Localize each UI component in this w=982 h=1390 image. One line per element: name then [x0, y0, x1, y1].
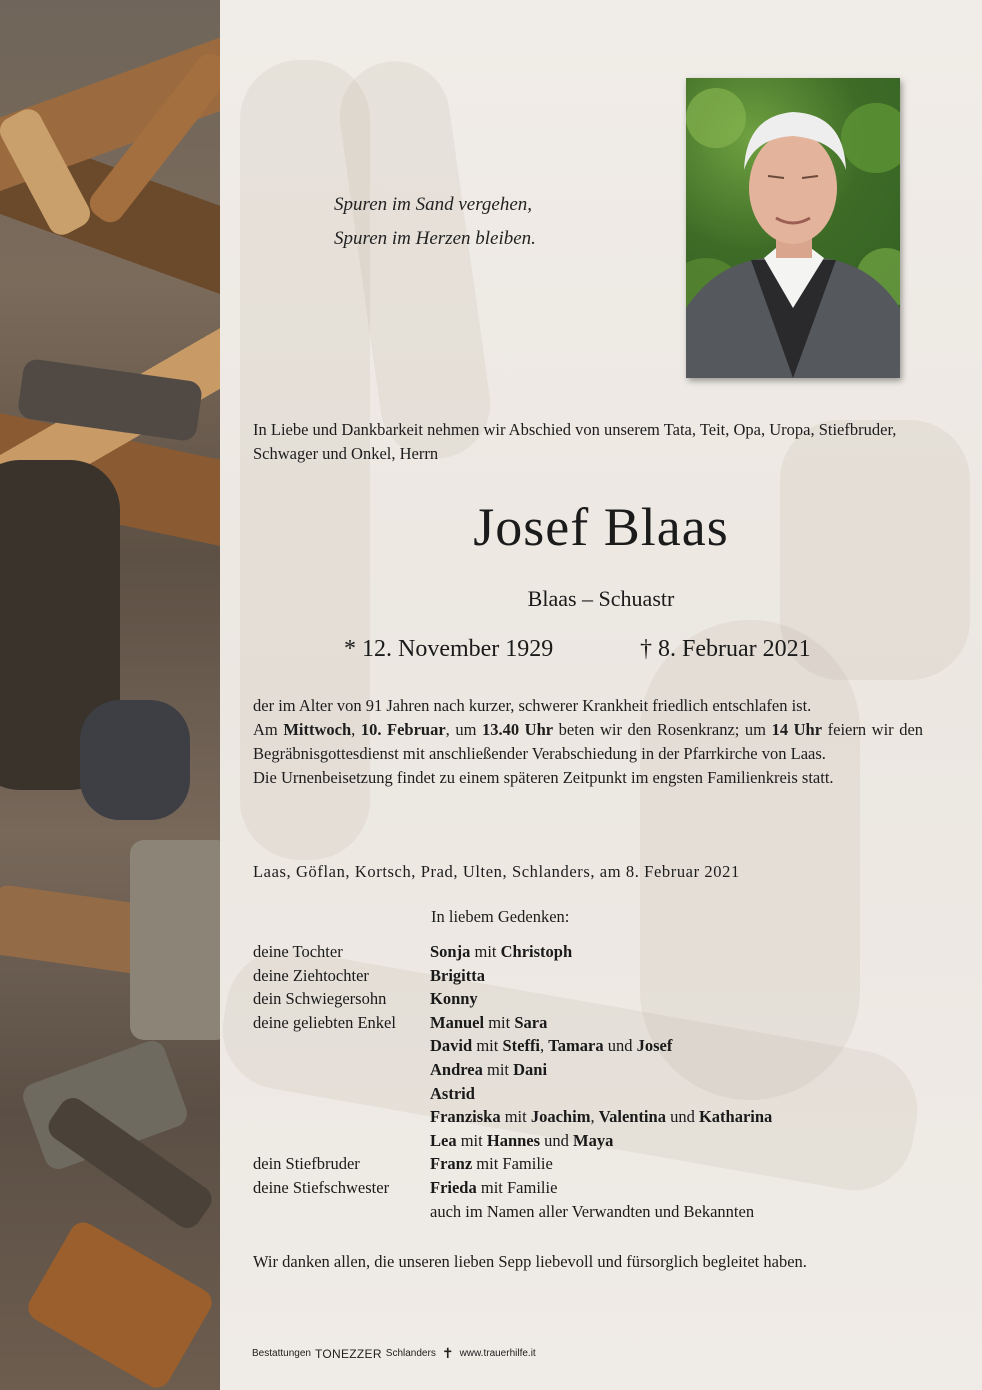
death-sentence: der im Alter von 91 Jahren nach kurzer, schwerer Krankheit friedlich entschlafen ist.: [253, 696, 812, 715]
person: Josef: [636, 1036, 673, 1056]
footer-town: Schlanders: [385, 1348, 436, 1359]
relation: dein Stiefbruder: [253, 1154, 360, 1174]
relation: [253, 1082, 430, 1106]
thanks-text: Wir danken allen, die unseren lieben Sepp liebevoll und fürsorglich begleitet haben.: [253, 1252, 807, 1271]
person: Hannes: [486, 1130, 541, 1150]
family-row: [253, 940, 772, 964]
footer-brand: TONEZZER: [314, 1346, 382, 1361]
family-row: [253, 987, 772, 1011]
relation: deine Tochter: [253, 942, 343, 961]
places-and-date: Laas, Göflan, Kortsch, Prad, Ulten, Schlanders, am 8. Februar 2021: [253, 862, 740, 881]
deceased-name: Josef Blaas: [473, 497, 729, 557]
text: mit: [500, 1107, 531, 1127]
family-row: [253, 1058, 772, 1082]
names: [430, 1105, 772, 1129]
text: mit: [482, 1059, 514, 1079]
names: [430, 1034, 672, 1058]
person: Frieda: [430, 1177, 477, 1197]
quote-line-2: Spuren im Herzen bleiben.: [334, 228, 536, 249]
ceremony-date: 10. Februar: [360, 720, 446, 739]
urn-info: Die Urnenbeisetzung findet zu einem späteren Zeitpunkt im engsten Familienkreis statt.: [253, 768, 834, 787]
rosary-time: 13.40 Uhr: [482, 720, 554, 739]
family-row: [253, 1176, 772, 1200]
death-date: † 8. Februar 2021: [640, 636, 811, 662]
person: Valentina: [598, 1107, 666, 1127]
family-row: [253, 1034, 772, 1058]
ceremony-day: Mittwoch: [283, 720, 352, 739]
names: [430, 1129, 613, 1153]
person: Christoph: [500, 942, 573, 961]
relation: deine Ziehtochter: [253, 965, 369, 985]
family-row: [253, 1129, 772, 1153]
person: Dani: [513, 1059, 548, 1079]
text: mit: [484, 1012, 515, 1032]
text: mit: [472, 1036, 503, 1056]
family-list: [253, 940, 772, 1223]
mass-time: 14 Uhr: [771, 720, 823, 739]
person: Sara: [514, 1012, 548, 1032]
text: beten wir den Rosenkranz; um: [553, 720, 772, 739]
person: Maya: [573, 1130, 614, 1150]
person: Sonja: [430, 942, 471, 961]
footer: [252, 1345, 536, 1362]
relation: deine geliebten Enkel: [253, 1012, 396, 1032]
cross-logo-icon: ✝: [441, 1345, 454, 1361]
person: Konny: [430, 989, 478, 1009]
person: Tamara: [548, 1036, 604, 1056]
text: mit: [470, 942, 501, 961]
family-row: [253, 1200, 772, 1224]
text: und: [665, 1107, 699, 1127]
text: und: [603, 1036, 637, 1056]
person: Joachim: [530, 1107, 591, 1127]
portrait-illustration: [686, 78, 900, 378]
text: ,: [590, 1107, 599, 1127]
relation: [253, 1129, 430, 1153]
birth-date: * 12. November 1929: [344, 636, 554, 662]
names: [430, 1011, 547, 1035]
ceremony-info: [253, 718, 923, 766]
relation: deine Stiefschwester: [253, 1177, 390, 1197]
person: Brigitta: [430, 965, 485, 985]
person: Astrid: [430, 1083, 475, 1103]
person: Manuel: [430, 1012, 485, 1032]
relation: [253, 1105, 430, 1129]
names: [430, 1176, 557, 1200]
person: Lea: [430, 1130, 457, 1150]
footer-prefix: Bestattungen: [252, 1348, 311, 1359]
closing-line: auch im Namen aller Verwandten und Bekannten: [430, 1201, 755, 1221]
names: [430, 1152, 553, 1176]
text: Am: [253, 720, 284, 739]
text: feiern wir den Begräbnisgottesdienst mit anschließender Verabschiedung in der Pfarrkirche von Laas.: [253, 720, 924, 763]
tools-photo-strip: [0, 0, 220, 1390]
quote: [334, 188, 536, 256]
text: , um: [445, 720, 482, 739]
relation: dein Schwiegersohn: [253, 989, 387, 1009]
person: Katharina: [698, 1107, 773, 1127]
text: mit Familie: [472, 1154, 553, 1174]
relation: [253, 1058, 430, 1082]
intro-text: In Liebe und Dankbarkeit nehmen wir Abschied von unserem Tata, Teit, Opa, Uropa, Stiefbruder, Schwager und Onkel, Herrn: [253, 420, 897, 463]
names: [430, 940, 572, 964]
family-row: [253, 1105, 772, 1129]
text: mit: [456, 1130, 487, 1150]
text: ,: [540, 1036, 549, 1056]
quote-line-1: Spuren im Sand vergehen,: [334, 194, 533, 215]
person: Steffi: [502, 1036, 541, 1056]
deceased-nickname: Blaas – Schuastr: [527, 586, 675, 611]
memory-heading: In liebem Gedenken:: [431, 907, 570, 926]
family-row: [253, 964, 772, 988]
notice-body: [253, 694, 923, 790]
family-row: [253, 1011, 772, 1035]
person: Franziska: [430, 1107, 501, 1127]
names: [430, 1058, 547, 1082]
relation: [253, 1200, 430, 1224]
footer-url[interactable]: www.trauerhilfe.it: [459, 1348, 536, 1359]
person: Franz: [430, 1154, 473, 1174]
relation: [253, 1034, 430, 1058]
text: und: [540, 1130, 574, 1150]
text: ,: [351, 720, 361, 739]
person: David: [430, 1036, 473, 1056]
family-row: [253, 1152, 772, 1176]
family-row: [253, 1082, 772, 1106]
text: mit Familie: [476, 1177, 558, 1197]
portrait-photo: [686, 78, 900, 378]
person: Andrea: [430, 1059, 483, 1079]
